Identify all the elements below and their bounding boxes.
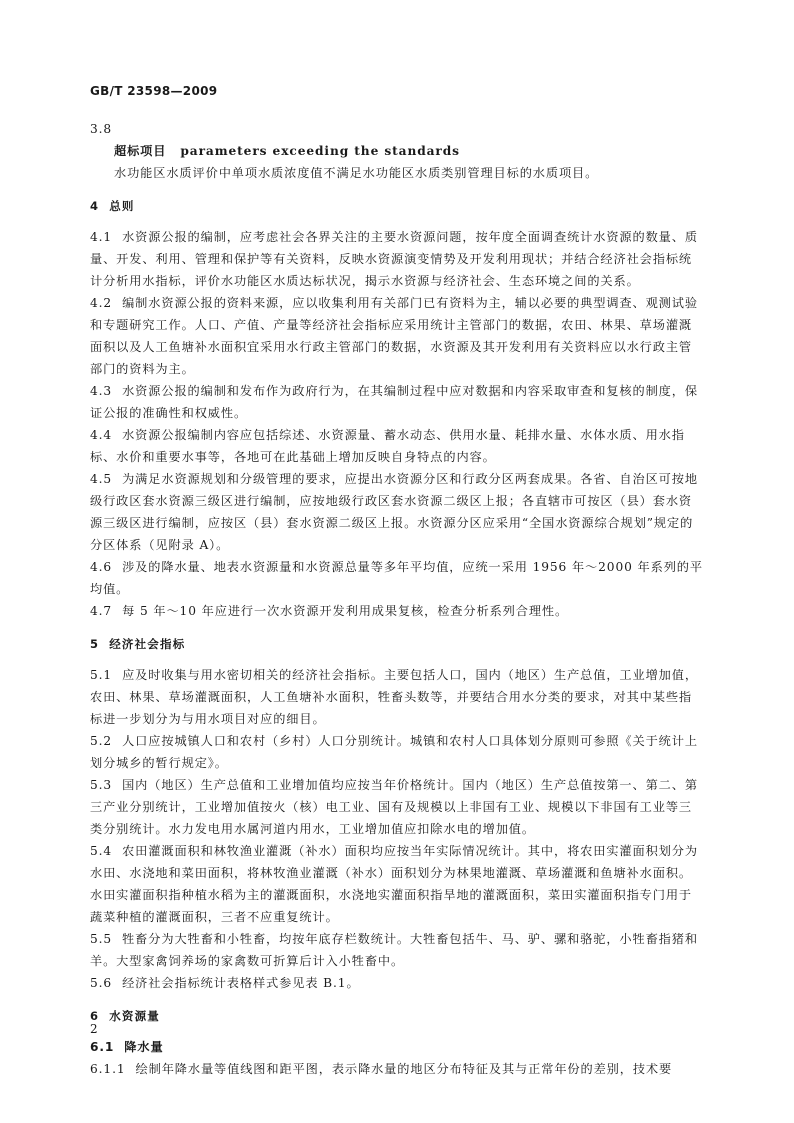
section-number: 5 [90, 637, 100, 651]
paragraph-4-4 [90, 424, 704, 468]
paragraph-text: 每 5 年～10 年应进行一次水资源开发利用成果复核，检查分析系列合理性。 [122, 604, 569, 618]
section-number: 6 [90, 1009, 100, 1023]
paragraph-text: 为满足水资源规划和分级管理的要求，应提出水资源分区和行政分区两套成果。各省、自治区可按地级行政区套水资源三级区进行编制，应按地级行政区套水资源二级区上报；各直辖市可按区（县）套水资源三级区进行编制，应按区（县）套水资源二级区上报。水资源分区应采用“全国水资源综合规划”规定的分区体系（见附录 A）。 [90, 472, 698, 552]
term-name-en: parameters exceeding the standards [180, 144, 460, 158]
term-name-zh: 超标项目 [114, 144, 167, 158]
paragraph-number: 5.2 [90, 734, 113, 748]
paragraph-number: 4.2 [90, 296, 113, 310]
paragraph-text: 经济社会指标统计表格样式参见表 B.1。 [122, 976, 360, 990]
paragraph-number: 6.1.1 [90, 1062, 126, 1076]
paragraph-text: 人口应按城镇人口和农村（乡村）人口分别统计。城镇和农村人口具体划分原则可参照《关于统计上划分城乡的暂行规定》。 [90, 734, 698, 770]
paragraph-5-2 [90, 730, 704, 774]
paragraph-number: 4.5 [90, 472, 113, 486]
section-number: 4 [90, 199, 100, 213]
paragraph-text: 编制水资源公报的资料来源，应以收集利用有关部门已有资料为主，辅以必要的典型调查、观测试验和专题研究工作。人口、产值、产量等经济社会指标应采用统计主管部门的数据，农田、林果、草场灌溉面积以及人工鱼塘补水面积宜采用水行政主管部门的数据，水资源及其开发利用有关资料应以水行政主管部门的资料为主。 [90, 296, 698, 376]
paragraph-number: 5.1 [90, 668, 113, 682]
section-title: 水资源量 [109, 1009, 161, 1023]
paragraph-5-5 [90, 928, 704, 972]
paragraph-text: 水资源公报编制内容应包括综述、水资源量、蓄水动态、供用水量、耗排水量、水体水质、用水指标、水价和重要水事等，各地可在此基础上增加反映自身特点的内容。 [90, 428, 685, 464]
paragraph-number: 5.5 [90, 932, 113, 946]
term-definition: 水功能区水质评价中单项水质浓度值不满足水功能区水质类别管理目标的水质项目。 [114, 166, 599, 180]
paragraph-number: 4.6 [90, 560, 113, 574]
paragraph-5-4 [90, 840, 704, 928]
paragraph-number: 5.4 [90, 844, 113, 858]
subsection-title: 降水量 [124, 1040, 164, 1054]
paragraph-number: 4.3 [90, 384, 113, 398]
paragraph-5-1 [90, 664, 704, 730]
section-heading-5 [90, 633, 704, 655]
paragraph-5-3 [90, 774, 704, 840]
document-body [90, 118, 704, 1080]
term-title-line [90, 140, 704, 162]
paragraph-4-2 [90, 292, 704, 380]
paragraph-text: 应及时收集与用水密切相关的经济社会指标。主要包括人口，国内（地区）生产总值，工业增加值，农田、林果、草场灌溉面积，人工鱼塘补水面积，牲畜头数等，并要结合用水分类的要求，对其中某些指标进一步划分为与用水项目对应的细目。 [90, 668, 698, 726]
paragraph-text: 涉及的降水量、地表水资源量和水资源总量等多年平均值，应统一采用 1956 年～2000 年系列的平均值。 [90, 560, 703, 596]
paragraph-text: 水资源公报的编制，应考虑社会各界关注的主要水资源问题，按年度全面调查统计水资源的数量、质量、开发、利用、管理和保护等有关资料，反映水资源演变情势及开发利用现状；并结合经济社会指标统计分析用水指标，评价水功能区水质达标状况，揭示水资源与经济社会、生态环境之间的关系。 [90, 230, 698, 288]
page-number: 2 [90, 1022, 98, 1036]
standard-id-header: GB/T 23598—2009 [90, 84, 218, 98]
paragraph-number: 5.3 [90, 778, 113, 792]
paragraph-number: 4.1 [90, 230, 113, 244]
section-title: 总则 [109, 199, 135, 213]
paragraph-text: 水资源公报的编制和发布作为政府行为，在其编制过程中应对数据和内容采取审查和复核的制度，保证公报的准确性和权威性。 [90, 384, 698, 420]
section-heading-6 [90, 1005, 704, 1027]
paragraph-4-1 [90, 226, 704, 292]
paragraph-4-6 [90, 556, 704, 600]
paragraph-number: 5.6 [90, 976, 113, 990]
section-title: 经济社会指标 [109, 637, 186, 651]
term-number: 3.8 [90, 122, 113, 136]
paragraph-number: 4.7 [90, 604, 113, 618]
paragraph-4-5 [90, 468, 704, 556]
paragraph-text: 牲畜分为大牲畜和小牲畜，均按年底存栏数统计。大牲畜包括牛、马、驴、骡和骆驼，小牲畜指猪和羊。大型家禽饲养场的家禽数可折算后计入小牲畜中。 [90, 932, 698, 968]
paragraph-6-1-1 [90, 1058, 704, 1080]
paragraph-text: 国内（地区）生产总值和工业增加值均应按当年价格统计。国内（地区）生产总值按第一、第二、第三产业分别统计，工业增加值按火（核）电工业、国有及规模以上非国有工业、规模以下非国有工业等三类分别统计。水力发电用水属河道内用水，工业增加值应扣除水电的增加值。 [90, 778, 698, 836]
paragraph-number: 4.4 [90, 428, 113, 442]
subsection-heading-6-1 [90, 1036, 704, 1058]
section-heading-4 [90, 195, 704, 217]
subsection-number: 6.1 [90, 1040, 115, 1054]
paragraph-4-7 [90, 600, 704, 622]
paragraph-4-3 [90, 380, 704, 424]
paragraph-5-6 [90, 972, 704, 994]
paragraph-text: 农田灌溉面积和林牧渔业灌溉（补水）面积均应按当年实际情况统计。其中，将农田实灌面积划分为水田、水浇地和菜田面积，将林牧渔业灌溉（补水）面积划分为林果地灌溉、草场灌溉和鱼塘补水面积。水田实灌面积指种植水稻为主的灌溉面积，水浇地实灌面积指旱地的灌溉面积，菜田实灌面积指专门用于蔬菜种植的灌溉面积，三者不应重复统计。 [90, 844, 698, 924]
paragraph-text: 绘制年降水量等值线图和距平图，表示降水量的地区分布特征及其与正常年份的差别，技术要 [135, 1062, 673, 1076]
term-entry [90, 118, 704, 184]
